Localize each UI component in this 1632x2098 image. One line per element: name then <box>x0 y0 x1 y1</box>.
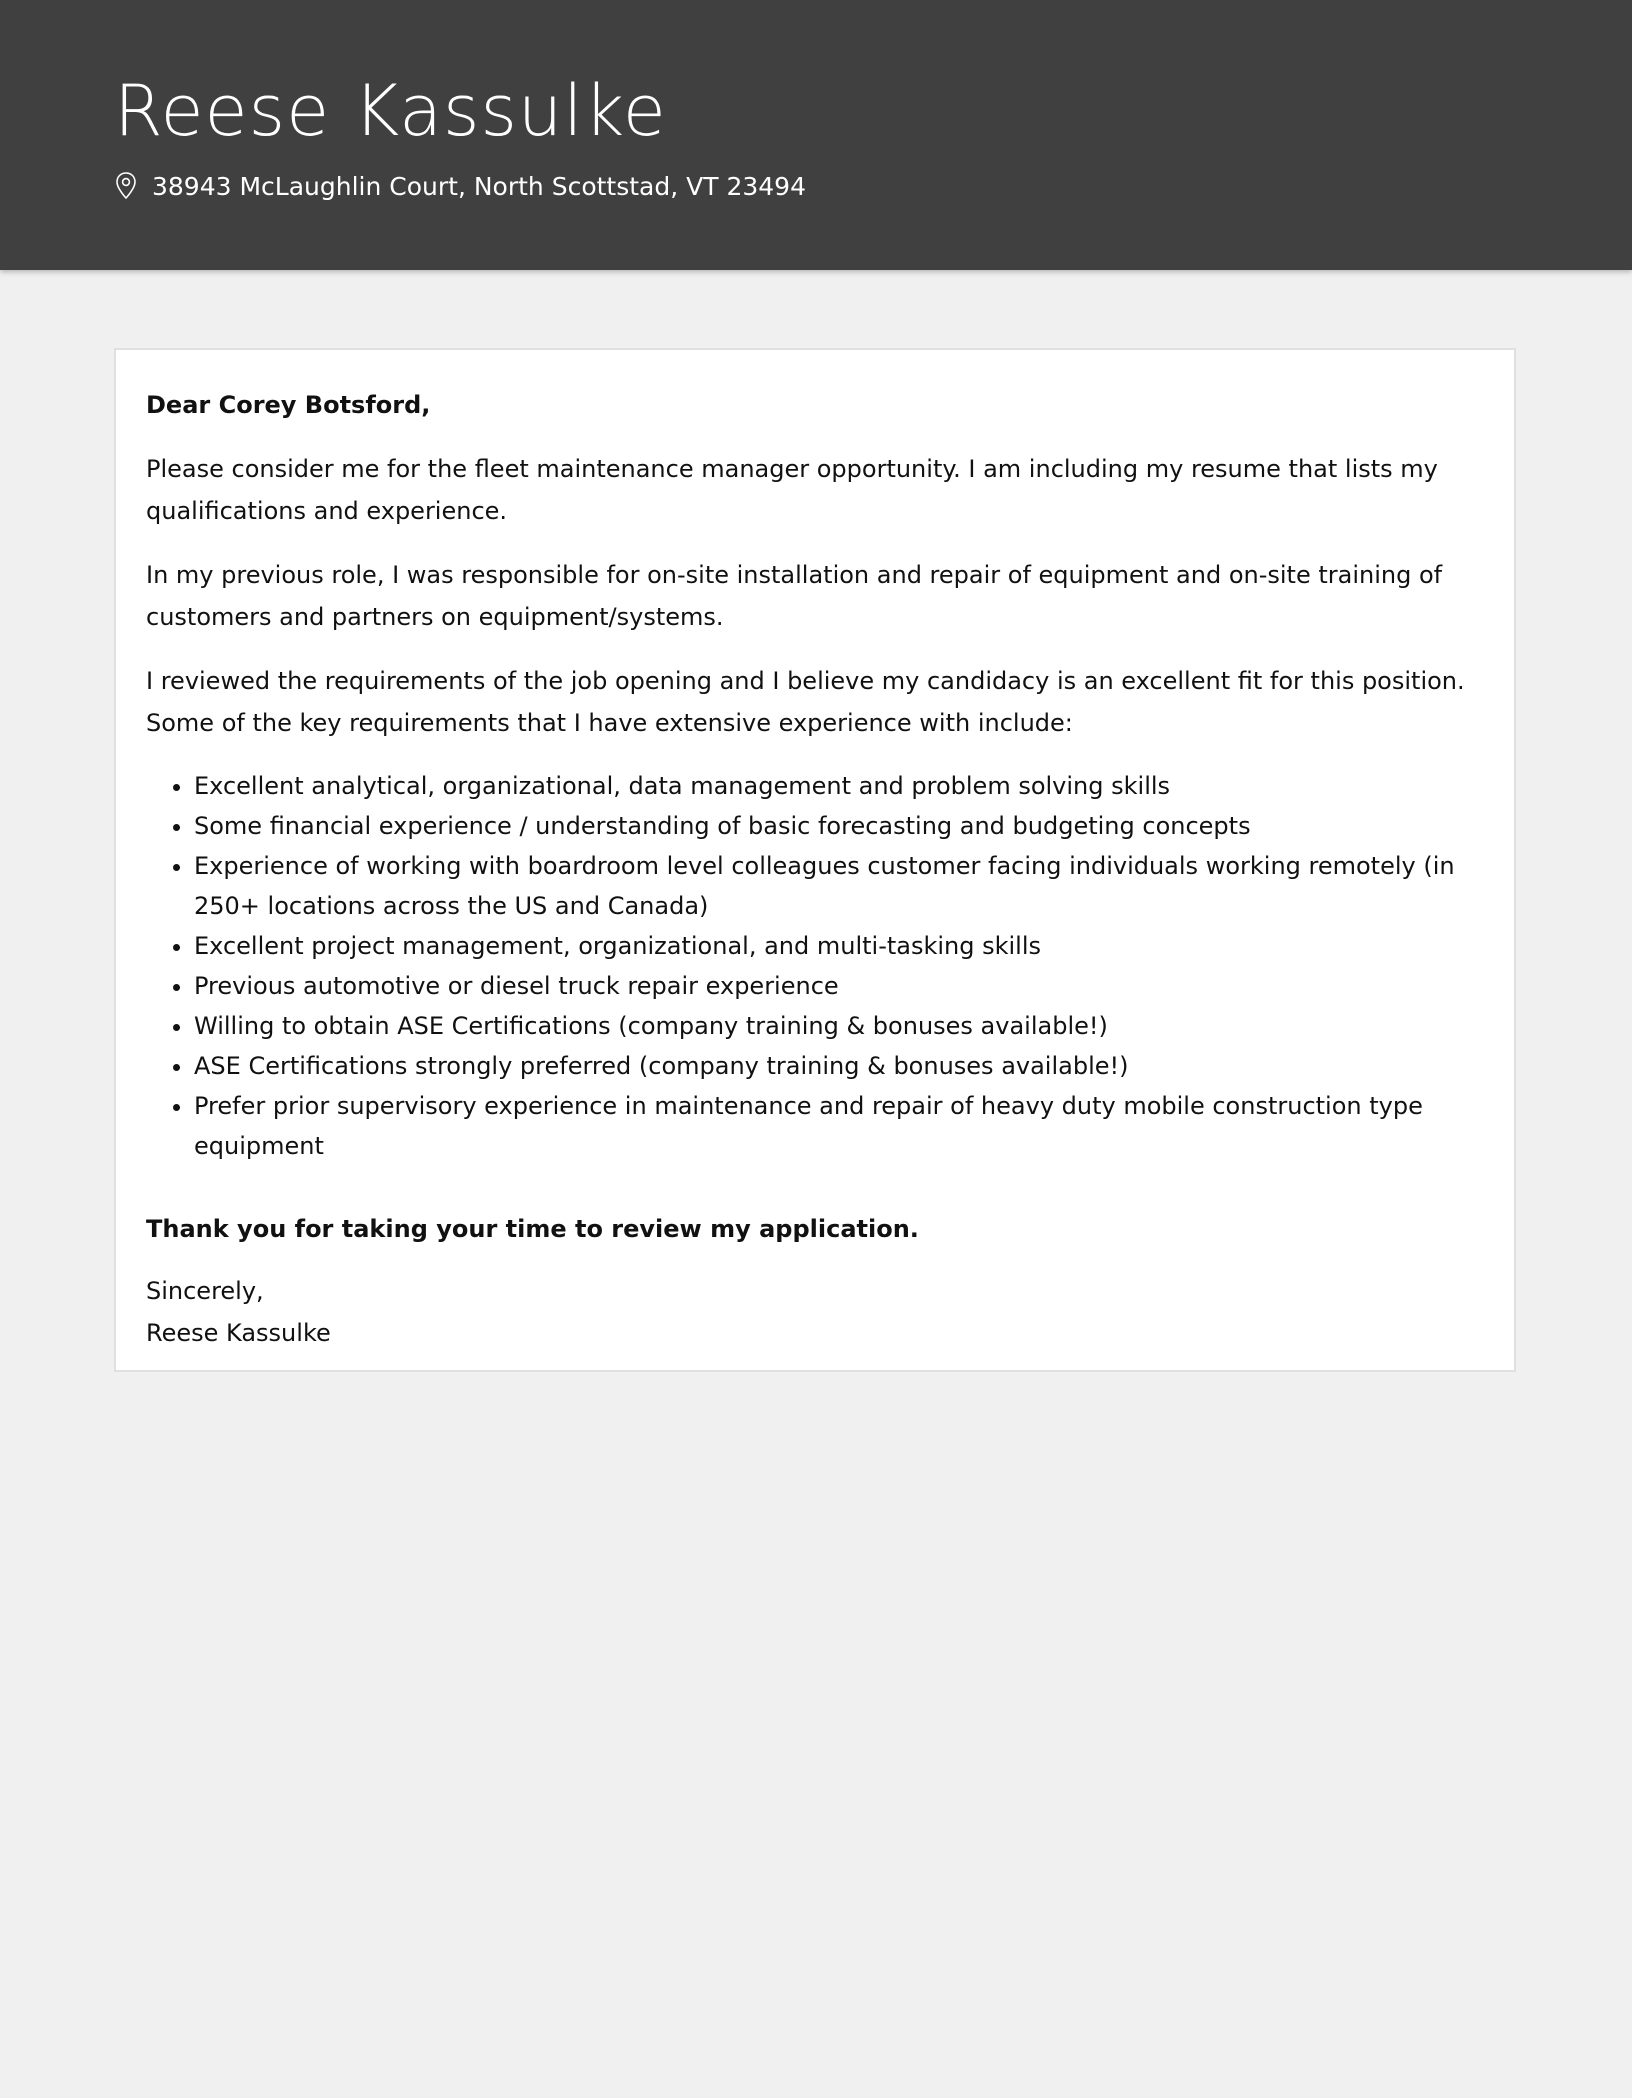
requirement-item: • Experience of working with boardroom level colleagues customer facing individuals working remotely (in 250+ locations across the US and Canada) <box>194 846 1484 926</box>
requirement-item: • ASE Certifications strongly preferred (company training & bonuses available!) <box>194 1046 1484 1086</box>
paragraph: In my previous role, I was responsible for on-site installation and repair of equipment and on-site training of customers and partners on equipment/systems. <box>146 561 1443 631</box>
requirement-item: • Excellent project management, organizational, and multi-tasking skills <box>194 926 1484 966</box>
address-text: 38943 McLaughlin Court, North Scottstad, VT 23494 <box>152 171 806 201</box>
closing: Sincerely, <box>146 1277 264 1305</box>
page-header <box>0 0 1632 270</box>
requirement-item: • Previous automotive or diesel truck repair experience <box>194 966 1484 1006</box>
requirement-item: • Willing to obtain ASE Certifications (company training & bonuses available!) <box>194 1006 1484 1046</box>
applicant-name: Reese Kassulke <box>114 70 667 152</box>
requirement-item: • Excellent analytical, organizational, data management and problem solving skills <box>194 766 1484 806</box>
greeting: Dear Corey Botsford, <box>146 391 431 419</box>
paragraph: I reviewed the requirements of the job opening and I believe my candidacy is an excellent fit for this position. Some of the key requirements that I have extensive experience with include: <box>146 667 1465 737</box>
thank-you-line: Thank you for taking your time to review my application. <box>146 1215 919 1243</box>
location-pin-icon <box>114 171 138 201</box>
requirements-list <box>146 766 1484 1166</box>
cover-letter-card <box>114 348 1516 1372</box>
requirement-item: • Prefer prior supervisory experience in maintenance and repair of heavy duty mobile construction type equipment <box>194 1086 1484 1166</box>
paragraph: Please consider me for the fleet maintenance manager opportunity. I am including my resume that lists my qualifications and experience. <box>146 455 1438 525</box>
signature: Reese Kassulke <box>146 1319 331 1347</box>
requirement-item: • Some financial experience / understanding of basic forecasting and budgeting concepts <box>194 806 1484 846</box>
address-row <box>114 165 806 207</box>
